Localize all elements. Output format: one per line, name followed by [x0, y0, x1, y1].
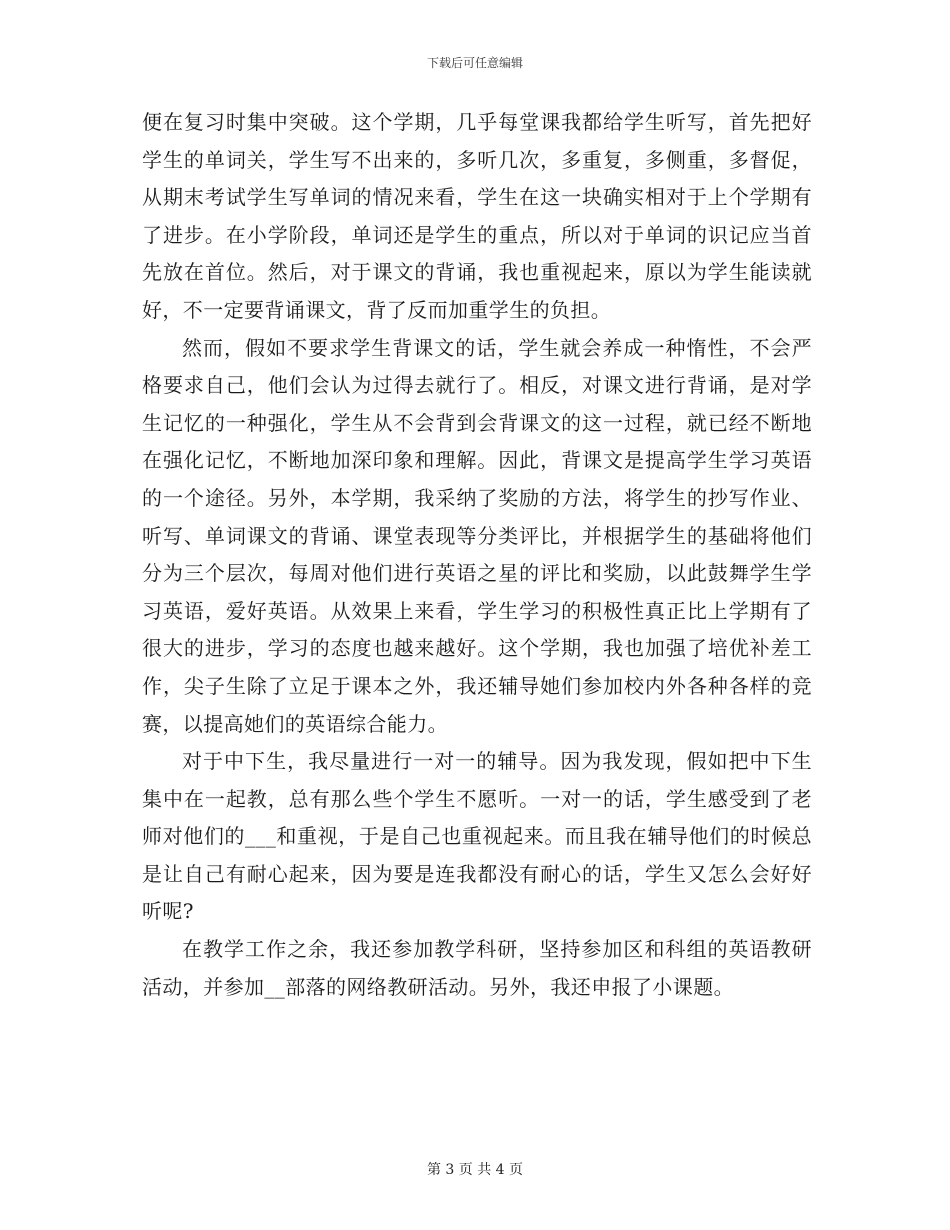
paragraph-2: 然而，假如不要求学生背课文的话，学生就会养成一种惰性，不会严格要求自己，他们会认为过得去就行了。相反，对课文进行背诵，是对学生记忆的一种强化，学生从不会背到会背课文的这一过程，就已经不断地在强化记忆，不断地加深印象和理解。因此，背课文是提高学生学习英语的一个途径。另外，本学期，我采纳了奖励的方法，将学生的抄写作业、听写、单词课文的背诵、课堂表现等分类评比，并根据学生的基础将他们分为三个层次，每周对他们进行英语之星的评比和奖励，以此鼓舞学生学习英语，爱好英语。从效果上来看，学生学习的积极性真正比上学期有了很大的进步，学习的态度也越来越好。这个学期，我也加强了培优补差工作，尖子生除了立足于课本之外，我还辅导她们参加校内外各种各样的竞赛，以提高她们的英语综合能力。 [142, 335, 812, 736]
body-text [142, 104, 812, 1006]
page-number: 第 3 页 共 4 页 [426, 1162, 524, 1178]
paragraph-3: 对于中下生，我尽量进行一对一的辅导。因为我发现，假如把中下生集中在一起教，总有那么些个学生不愿听。一对一的话，学生感受到了老师对他们的___和重视，于是自己也重视起来。而且我在辅导他们的时候总是让自己有耐心起来，因为要是连我都没有耐心的话，学生又怎么会好好听呢? [142, 749, 812, 924]
paragraph-1: 便在复习时集中突破。这个学期，几乎每堂课我都给学生听写，首先把好学生的单词关，学生写不出来的，多听几次，多重复，多侧重，多督促，从期末考试学生写单词的情况来看，学生在这一块确实相对于上个学期有了进步。在小学阶段，单词还是学生的重点，所以对于单词的识记应当首先放在首位。然后，对于课文的背诵，我也重视起来，原以为学生能读就好，不一定要背诵课文，背了反而加重学生的负担。 [142, 110, 812, 322]
header-note: 下载后可任意编辑 [426, 56, 523, 70]
paragraph-4: 在教学工作之余，我还参加教学科研，坚持参加区和科组的英语教研活动，并参加__部落的网络教研活动。另外，我还申报了小课题。 [142, 937, 812, 999]
